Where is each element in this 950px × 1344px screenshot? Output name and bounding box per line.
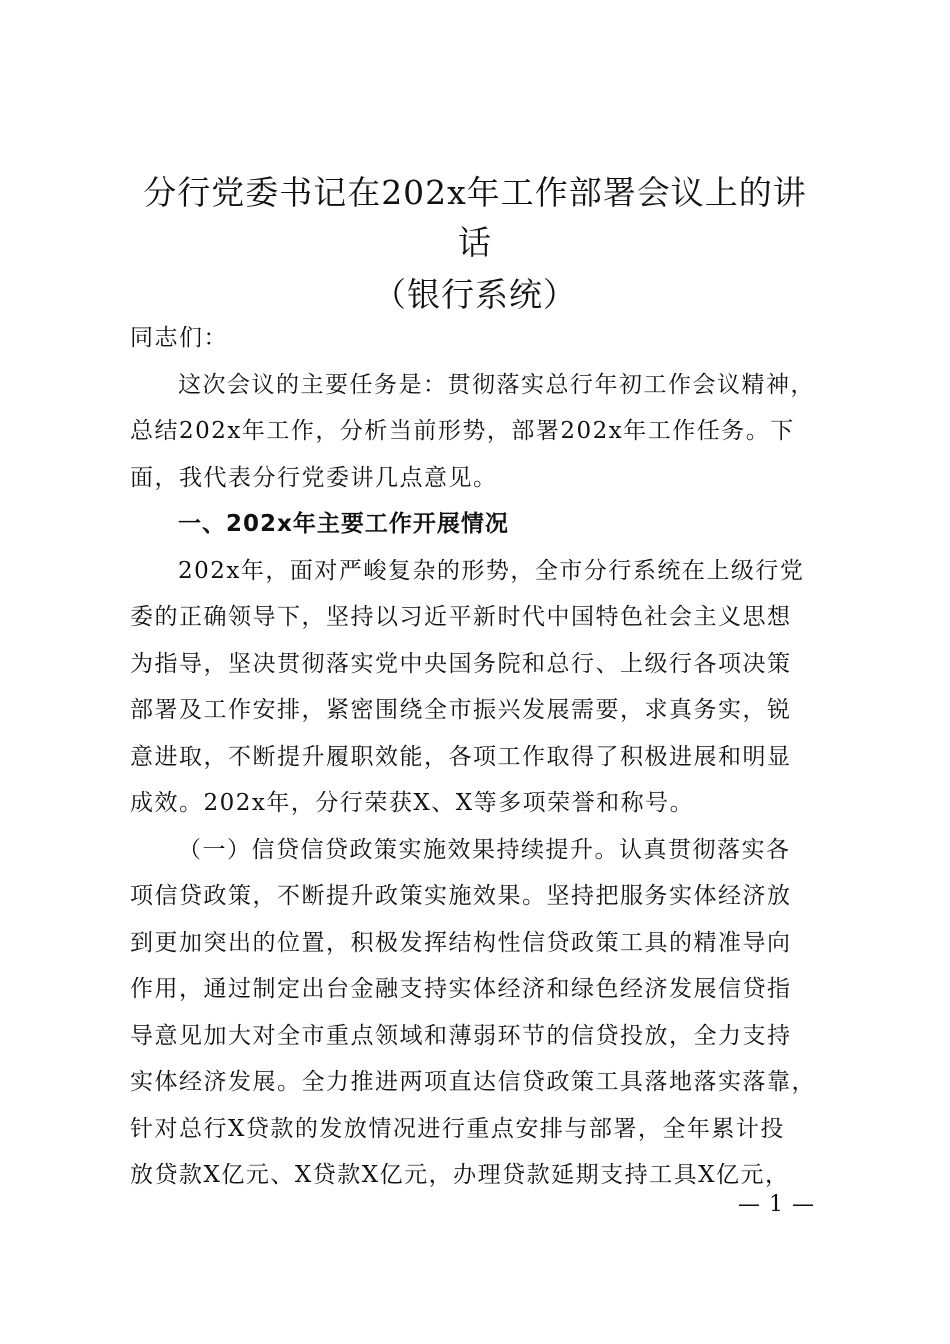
paragraph-line: 项信贷政策，不断提升政策实施效果。坚持把服务实体经济放 (130, 883, 792, 909)
intro-line: 这次会议的主要任务是：贯彻落实总行年初工作会议精神， (178, 371, 815, 398)
paragraph-line: 针对总行X贷款的发放情况进行重点安排与部署，全年累计投 (130, 1115, 785, 1142)
paragraph-line: 委的正确领导下，坚持以习近平新时代中国特色社会主义思想 (130, 604, 792, 630)
intro-line: 总结202x年工作，分析当前形势，部署202x年工作任务。下 (130, 418, 795, 444)
document-body (130, 315, 820, 1199)
title-line-1: 分行党委书记在202x年工作部署会议上的讲 (143, 173, 807, 212)
paragraph-line: 202x年，面对严峻复杂的形势，全市分行系统在上级行党 (178, 557, 805, 584)
salutation (130, 315, 820, 362)
paragraph-line: 意进取，不断提升履职效能，各项工作取得了积极进展和明显 (130, 743, 792, 770)
paragraph-line: 为指导，坚决贯彻落实党中央国务院和总行、上级行各项决策 (130, 650, 792, 677)
salutation-text: 同志们： (130, 325, 228, 351)
paragraph-line: 导意见加大对全市重点领域和薄弱环节的信贷投放，全力支持 (130, 1022, 792, 1049)
section-heading (130, 501, 820, 548)
document-subtitle: （银行系统） (373, 275, 577, 314)
paragraph-line: 实体经济发展。全力推进两项直达信贷政策工具落地落实落靠， (130, 1069, 816, 1095)
title-line-2: 话 (458, 223, 492, 262)
paragraph-line: 部署及工作安排，紧密围绕全市振兴发展需要，求真务实，锐 (130, 697, 792, 723)
paragraph-line: 作用，通过制定出台金融支持实体经济和绿色经济发展信贷指 (130, 976, 792, 1002)
intro-line: 面，我代表分行党委讲几点意见。 (130, 464, 498, 491)
paragraph-line: 放贷款X亿元、X贷款X亿元，办理贷款延期支持工具X亿元， (130, 1162, 790, 1188)
subsection-1-paragraph (130, 827, 820, 1199)
intro-paragraph (130, 362, 820, 502)
paragraph-line: 到更加突出的位置，积极发挥结构性信贷政策工具的精准导向 (130, 929, 792, 956)
paragraph-line: 成效。202x年，分行荣获X、X等多项荣誉和称号。 (130, 790, 695, 816)
section-1-paragraph (130, 548, 820, 827)
section-1-heading: 一、202x年主要工作开展情况 (178, 511, 509, 537)
paragraph-line: （一）信贷信贷政策实施效果持续提升。认真贯彻落实各 (178, 836, 791, 863)
document-title (120, 168, 830, 320)
page-number: — 1 — (738, 1192, 815, 1217)
